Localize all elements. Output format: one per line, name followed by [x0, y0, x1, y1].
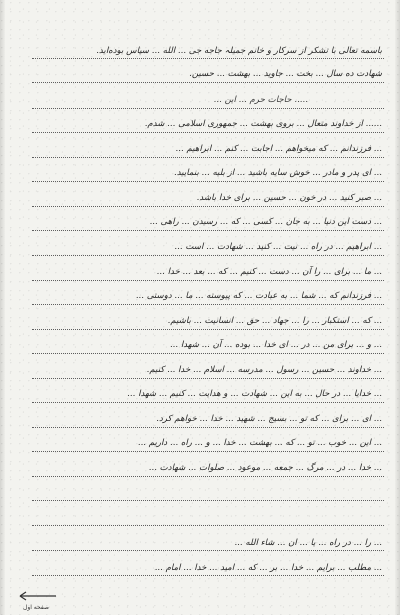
handwritten-line-17: ... این ... خوب ... تو ... که ... بهشت ... خدا ... و ... راه ... داریم ...	[137, 438, 382, 448]
ruled-line	[32, 230, 384, 231]
ruled-line	[32, 427, 384, 428]
ruled-line	[32, 329, 384, 330]
ruled-line	[32, 402, 384, 403]
handwritten-line-18: ... خدا ... در ... مرگ ... جمعه ... موعود ... صلوات ... شهادت ...	[148, 463, 382, 473]
left-arrow-icon	[15, 591, 57, 601]
ruled-line	[32, 575, 384, 576]
ruled-line	[32, 476, 384, 477]
handwritten-line-10: ... ما ... برای ... را آن ... دست ... کنیم ... که ... بعد ... خدا ...	[156, 267, 382, 277]
handwritten-line-2: شهادت ده سال ... بخت ... جاوید ... بهشت ... حسین.	[189, 69, 382, 79]
handwritten-line-16: ... ای ... برای ... که تو ... بسیج ... شهید ... خدا ... خواهم کرد.	[156, 414, 382, 424]
handwritten-line-8: ... دست این دنیا ... به جان ... کسی ... که ... رسیدن ... راهی ...	[149, 217, 382, 227]
ruled-line	[32, 181, 384, 182]
ruled-line	[32, 280, 384, 281]
handwritten-line-14: ... خداوند ... حسین ... رسول ... مدرسه ... اسلام ... خدا ... کنیم.	[146, 365, 382, 375]
page-label: صفحه اول	[22, 604, 50, 611]
ruled-line	[32, 525, 384, 526]
ruled-line	[32, 206, 384, 207]
ruled-line	[32, 108, 384, 109]
handwritten-line-13: ... و ... برای من ... در ... ای خدا ... بوده ... آن ... شهدا ...	[169, 340, 382, 350]
handwritten-line-3: ..... حاجات حرم ... این ...	[213, 95, 308, 105]
ruled-line	[32, 378, 384, 379]
ruled-line	[32, 451, 384, 452]
ruled-line	[32, 255, 384, 256]
handwritten-line-7: ... صبر کنید ... در خون ... حسین ... برای خدا باشد.	[196, 193, 382, 203]
handwritten-line-4: ...... از خداوند متعال ... بروی بهشت ... جمهوری اسلامی ... شدم.	[144, 119, 382, 129]
handwritten-line-12: ... که ... استکبار ... را ... جهاد ... حق ... انسانیت ... باشیم.	[167, 316, 382, 326]
handwritten-line-5: ... فرزندانم ... که میخواهم ... اجابت ... کنم ... ابراهیم ...	[175, 144, 382, 154]
ruled-line	[32, 353, 384, 354]
handwritten-line-6: ... ای پدر و مادر ... خوش سایه باشید ... از بلیه ... بنمایید.	[174, 168, 382, 178]
handwritten-line-20: ... مطلب ... برایم ... خدا ... بر ... که ... امید ... خدا ... امام ...	[154, 563, 382, 573]
ruled-line	[32, 157, 384, 158]
handwritten-line-9: ... ابراهیم ... در راه ... نیت ... کنید ... شهادت ... است ...	[174, 242, 382, 252]
page-footer	[11, 591, 61, 611]
handwritten-line-19: ... را ... در راه ... یا ... ان ... شاء الله ...	[234, 538, 382, 548]
handwritten-line-11: ... فرزندانم که ... شما ... به عبادت ... که پیوسته ... ما ... دوستی ...	[135, 291, 382, 301]
handwritten-line-15: ... خدایا ... در حال ... به این ... شهادت ... و هدایت ... کنیم ... شهدا ...	[127, 389, 382, 399]
ruled-line	[32, 500, 384, 501]
ruled-line	[32, 132, 384, 133]
ruled-line	[32, 550, 384, 551]
ruled-line	[32, 82, 384, 83]
ruled-line	[32, 304, 384, 305]
handwritten-line-1: باسمه تعالی با تشکر از سرکار و خانم جمیلہ جاجه جی ... الله ... سپاس بوده‌اید.	[96, 46, 382, 56]
ruled-line	[32, 58, 384, 59]
